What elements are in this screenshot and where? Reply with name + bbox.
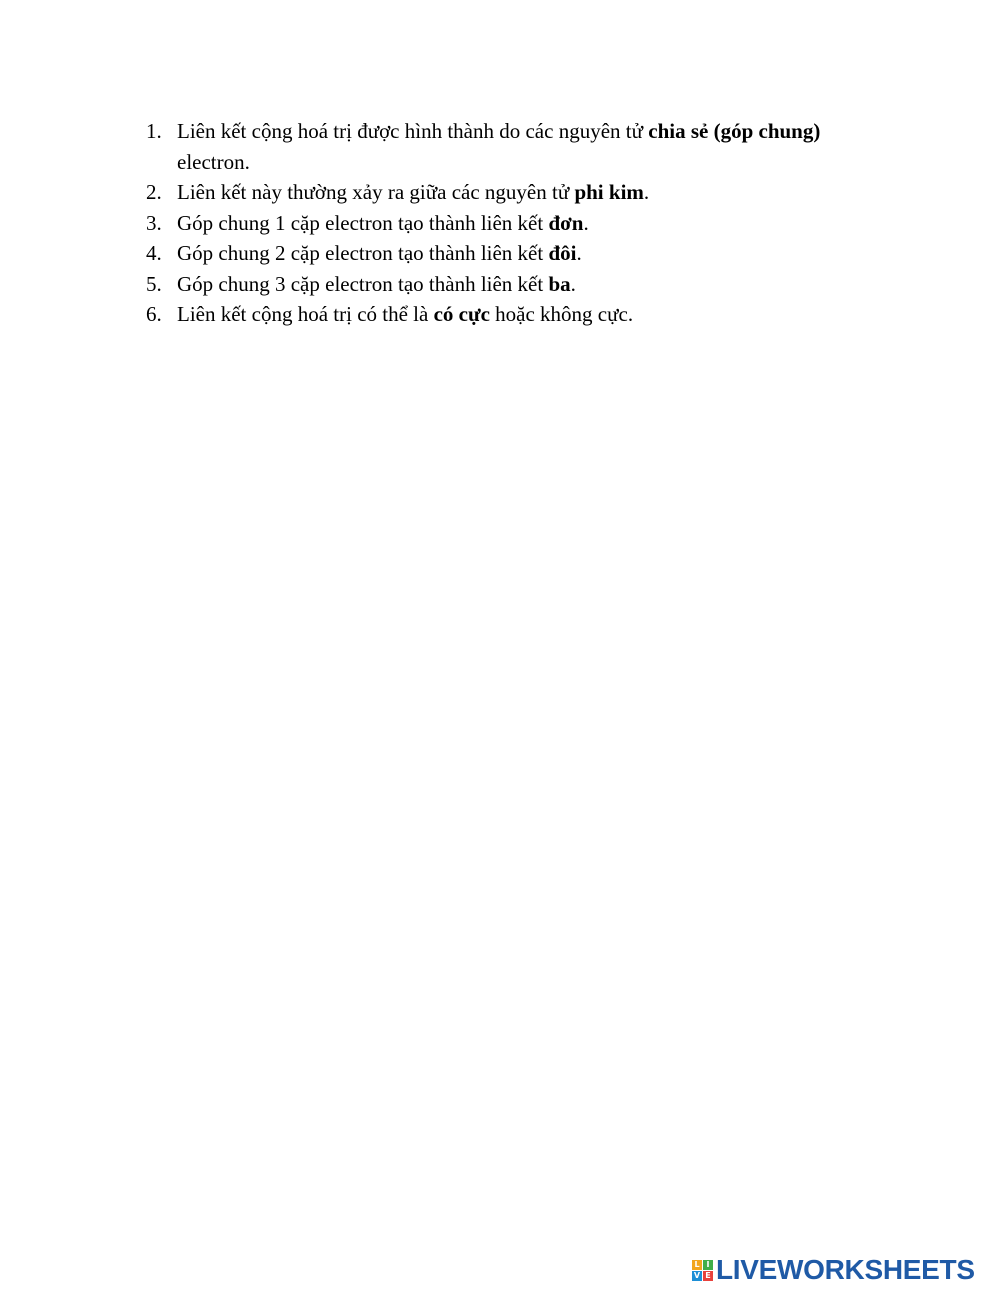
item-emphasis: đơn [548,210,584,235]
item-number: 5. [146,271,162,296]
item-text: Liên kết này thường xảy ra giữa các nguyên tử phi kim. [177,180,650,204]
item-number: 6. [146,302,162,326]
liveworksheets-logo [692,1254,975,1286]
item-emphasis: chia sẻ (góp chung) [648,119,821,143]
item-text: Góp chung 1 cặp electron tạo thành liên kết đơn. [177,210,589,235]
item-text: Liên kết cộng hoá trị có thể là có cực hoặc không cực. [177,302,634,326]
item-text: Liên kết cộng hoá trị được hình thành do các nguyên tử chia sẻ (góp chung) electron. [177,119,821,174]
item-number: 2. [146,180,162,204]
item-text: Góp chung 3 cặp electron tạo thành liên kết ba. [177,271,576,296]
list-item [146,116,896,177]
list-item [146,269,896,300]
list-item [146,177,896,208]
list-item [146,238,896,269]
item-emphasis: đôi [548,241,577,265]
bond-facts-list [146,116,896,330]
logo-mark-icon: L I V E [692,1260,713,1281]
list-item [146,299,896,330]
item-emphasis: có cực [433,302,490,326]
item-number: 3. [146,210,162,235]
item-emphasis: phi kim [574,180,644,204]
item-emphasis: ba [548,271,571,296]
item-text: Góp chung 2 cặp electron tạo thành liên kết đôi. [177,241,582,265]
item-number: 4. [146,241,162,265]
logo-wordmark: LIVEWORKSHEETS [716,1254,975,1285]
list-item [146,208,896,239]
item-number: 1. [146,119,162,143]
